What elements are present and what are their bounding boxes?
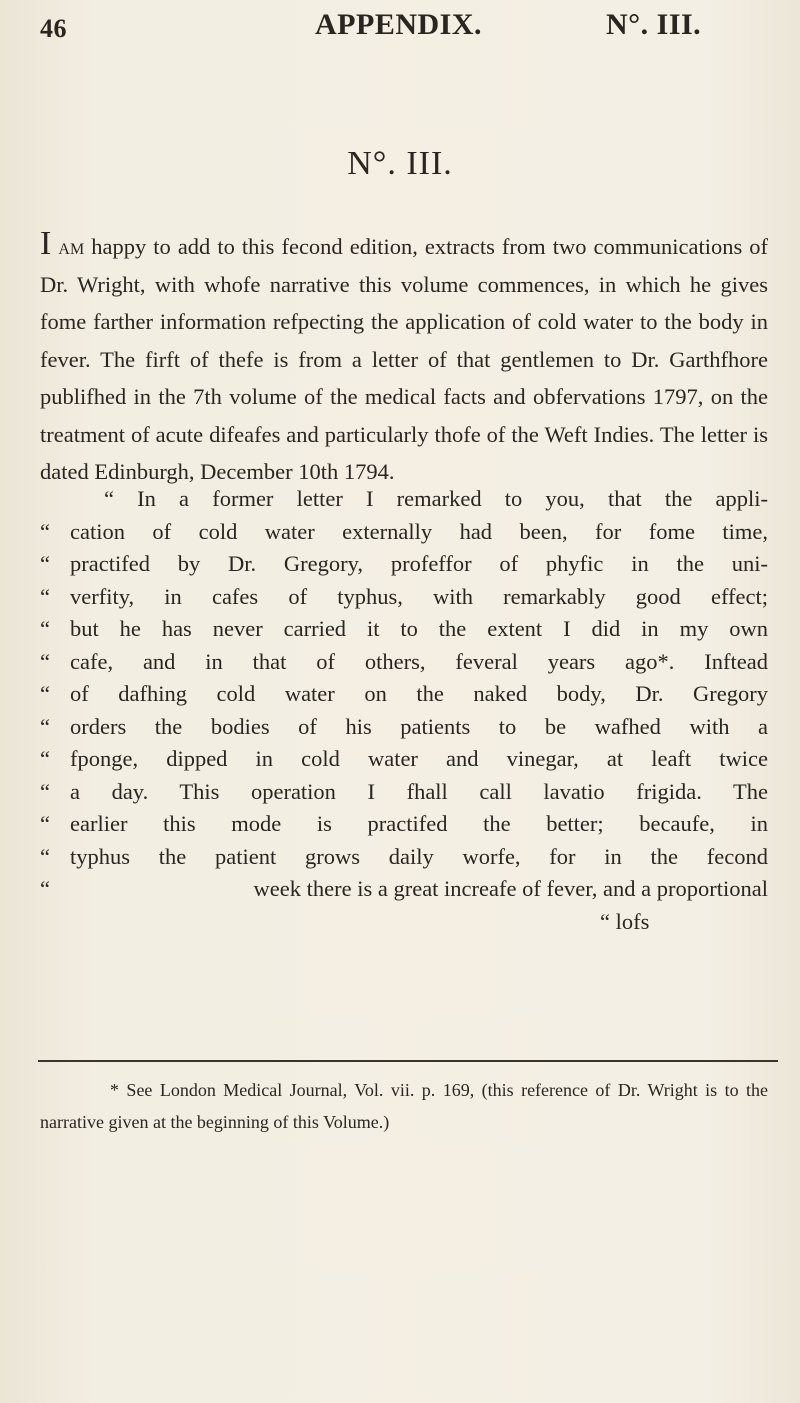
quote-mark: “ (40, 811, 50, 836)
quote-line (40, 873, 768, 906)
quote-mark: “ (40, 518, 50, 544)
quote-mark: “ (40, 551, 50, 576)
quote-line (40, 613, 768, 646)
quote-line (40, 808, 768, 841)
section-heading: N°. III. (347, 145, 453, 182)
quote-line (40, 646, 768, 679)
footnote-rule (38, 1060, 778, 1062)
quote-line-text: earlier this mode is practifed the better; becaufe, in (70, 811, 768, 836)
footnote: * See London Medical Journal, Vol. vii. p. 169, (this reference of Dr. Wright is to the narrative given at the beginning of this Volume.) (40, 1080, 768, 1132)
quote-mark: “ (40, 843, 50, 869)
quote-line (40, 743, 768, 776)
quote-mark: “ (40, 746, 50, 771)
quote-line-text: practifed by Dr. Gregory, profeffor of phyfic in the uni- (70, 551, 768, 576)
quote-line-text: fponge, dipped in cold water and vinegar, at leaft twice (70, 746, 768, 771)
intro-text: happy to add to this fecond edition, extracts from two communications of Dr. Wright, with whofe narrative this volume commences, in which he gives fome farther information refpecting the application of cold water to the body in fever. The firft of thefe is from a letter of that gentlemen to Dr. Garthfhore publifhed in the 7th volume of the medical facts and obfervations 1797, on the treatment of acute difeafes and particularly thofe of the Weft Indies. The letter is dated Edinburgh, December 10th 1794. (40, 234, 769, 484)
quote-line-text: verfity, in cafes of typhus, with remarkably good effect; (70, 583, 768, 609)
quote-line (40, 711, 768, 744)
drop-cap: I (40, 225, 52, 262)
quote-line (40, 483, 768, 516)
quote-line-text: “ In a former letter I remarked to you, that the appli- (104, 486, 768, 511)
intro-paragraph (40, 225, 768, 491)
catchword-line (40, 906, 768, 939)
quote-line (40, 678, 768, 711)
quote-line (40, 516, 768, 549)
quote-line (40, 581, 768, 614)
quote-mark: “ (40, 648, 50, 674)
quote-line (40, 841, 768, 874)
quote-line-text: typhus the patient grows daily worfe, for in the fecond (70, 843, 768, 869)
quote-line-text: week there is a great increafe of fever, and a proportional (253, 876, 768, 901)
quote-line-text: of dafhing cold water on the naked body, Dr. Gregory (70, 681, 768, 706)
letter-quotation (40, 483, 768, 938)
quote-line-text: a day. This operation I fhall call lavatio frigida. The (70, 778, 768, 804)
quote-line-text: cation of cold water externally had been, for fome time, (70, 518, 768, 544)
quote-line-text: cafe, and in that of others, feveral years ago*. Inftead (70, 648, 768, 674)
quote-mark: “ (40, 778, 50, 804)
page-number: 46 (40, 14, 67, 43)
running-head (40, 8, 740, 48)
quote-mark: “ (40, 876, 50, 901)
quote-mark: “ (40, 681, 50, 706)
quote-line (40, 776, 768, 809)
quote-line-text: orders the bodies of his patients to be wafhed with a (70, 713, 768, 739)
quote-mark: “ (40, 583, 50, 609)
quote-mark: “ (40, 616, 50, 641)
quote-line (40, 548, 768, 581)
small-caps-lead: am (58, 234, 85, 259)
quote-line-text: but he has never carried it to the extent I did in my own (70, 616, 768, 641)
running-title: APPENDIX. (315, 8, 482, 41)
quote-mark: “ (40, 713, 50, 739)
catchword: “ lofs (600, 908, 650, 934)
running-section-number: N°. III. (606, 8, 702, 41)
